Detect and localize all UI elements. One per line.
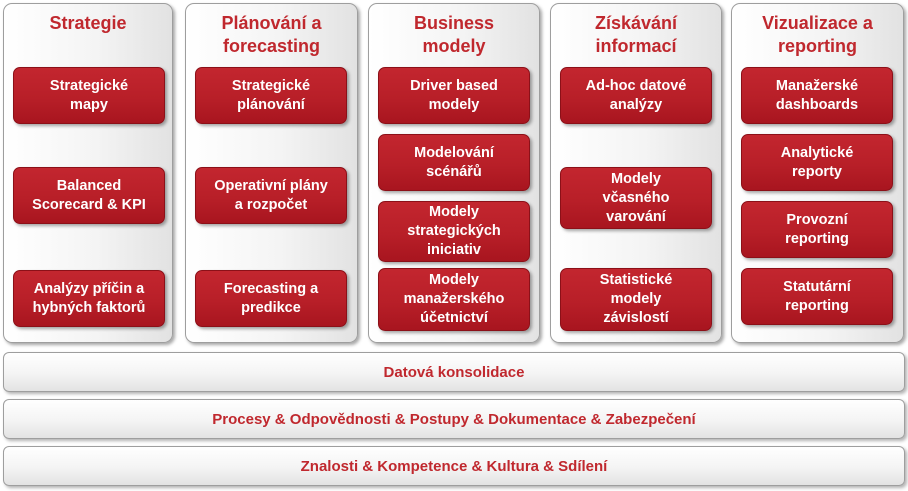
- column-title-strategie: Strategie: [49, 13, 127, 33]
- column-planovani-forecasting: [185, 3, 358, 343]
- item-statutarni-reporting: Statutární reporting: [741, 268, 893, 325]
- item-modely-manazerskeho-ucetnictvi: Modely manažerského účetnictví: [378, 268, 530, 331]
- column-title-business: Business modely: [413, 13, 495, 56]
- item-provozni-reporting: Provozní reporting: [741, 201, 893, 258]
- item-analyticke-reporty: Analytické reporty: [741, 134, 893, 191]
- column-title-planovani: Plánování a forecasting: [221, 13, 322, 56]
- item-strategicke-planovani: Strategické plánování: [195, 67, 347, 124]
- item-statisticke-modely-zavislosti: Statistické modely závislostí: [560, 268, 712, 331]
- item-strategicke-mapy: Strategické mapy: [13, 67, 165, 124]
- item-driver-based-modely: Driver based modely: [378, 67, 530, 124]
- column-vizualizace-reporting: [731, 3, 904, 343]
- column-title-vizualizace: Vizualizace a reporting: [762, 13, 873, 56]
- item-modely-strategickych-iniciativ: Modely strategických iniciativ: [378, 201, 530, 262]
- item-modelovani-scenaru: Modelování scénářů: [378, 134, 530, 191]
- bar-znalosti-kompetence: Znalosti & Kompetence & Kultura & Sdílení: [3, 446, 905, 486]
- bar-datova-konsolidace: Datová konsolidace: [3, 352, 905, 392]
- item-operativni-plany: Operativní plány a rozpočet: [195, 167, 347, 224]
- item-manazerske-dashboards: Manažerské dashboards: [741, 67, 893, 124]
- bar-procesy-odpovednosti: Procesy & Odpovědnosti & Postupy & Dokumentace & Zabezpečení: [3, 399, 905, 439]
- column-strategie: [3, 3, 173, 343]
- column-business-modely: [368, 3, 540, 343]
- item-ad-hoc-datove-analyzy: Ad-hoc datové analýzy: [560, 67, 712, 124]
- item-balanced-scorecard: Balanced Scorecard & KPI: [13, 167, 165, 224]
- item-forecasting-predikce: Forecasting a predikce: [195, 270, 347, 327]
- item-modely-vcasneho-varovani: Modely včasného varování: [560, 167, 712, 229]
- column-ziskavani-informaci: [550, 3, 722, 343]
- column-title-ziskavani: Získávání informací: [594, 13, 678, 56]
- item-analyzy-pricin: Analýzy příčin a hybných faktorů: [13, 270, 165, 327]
